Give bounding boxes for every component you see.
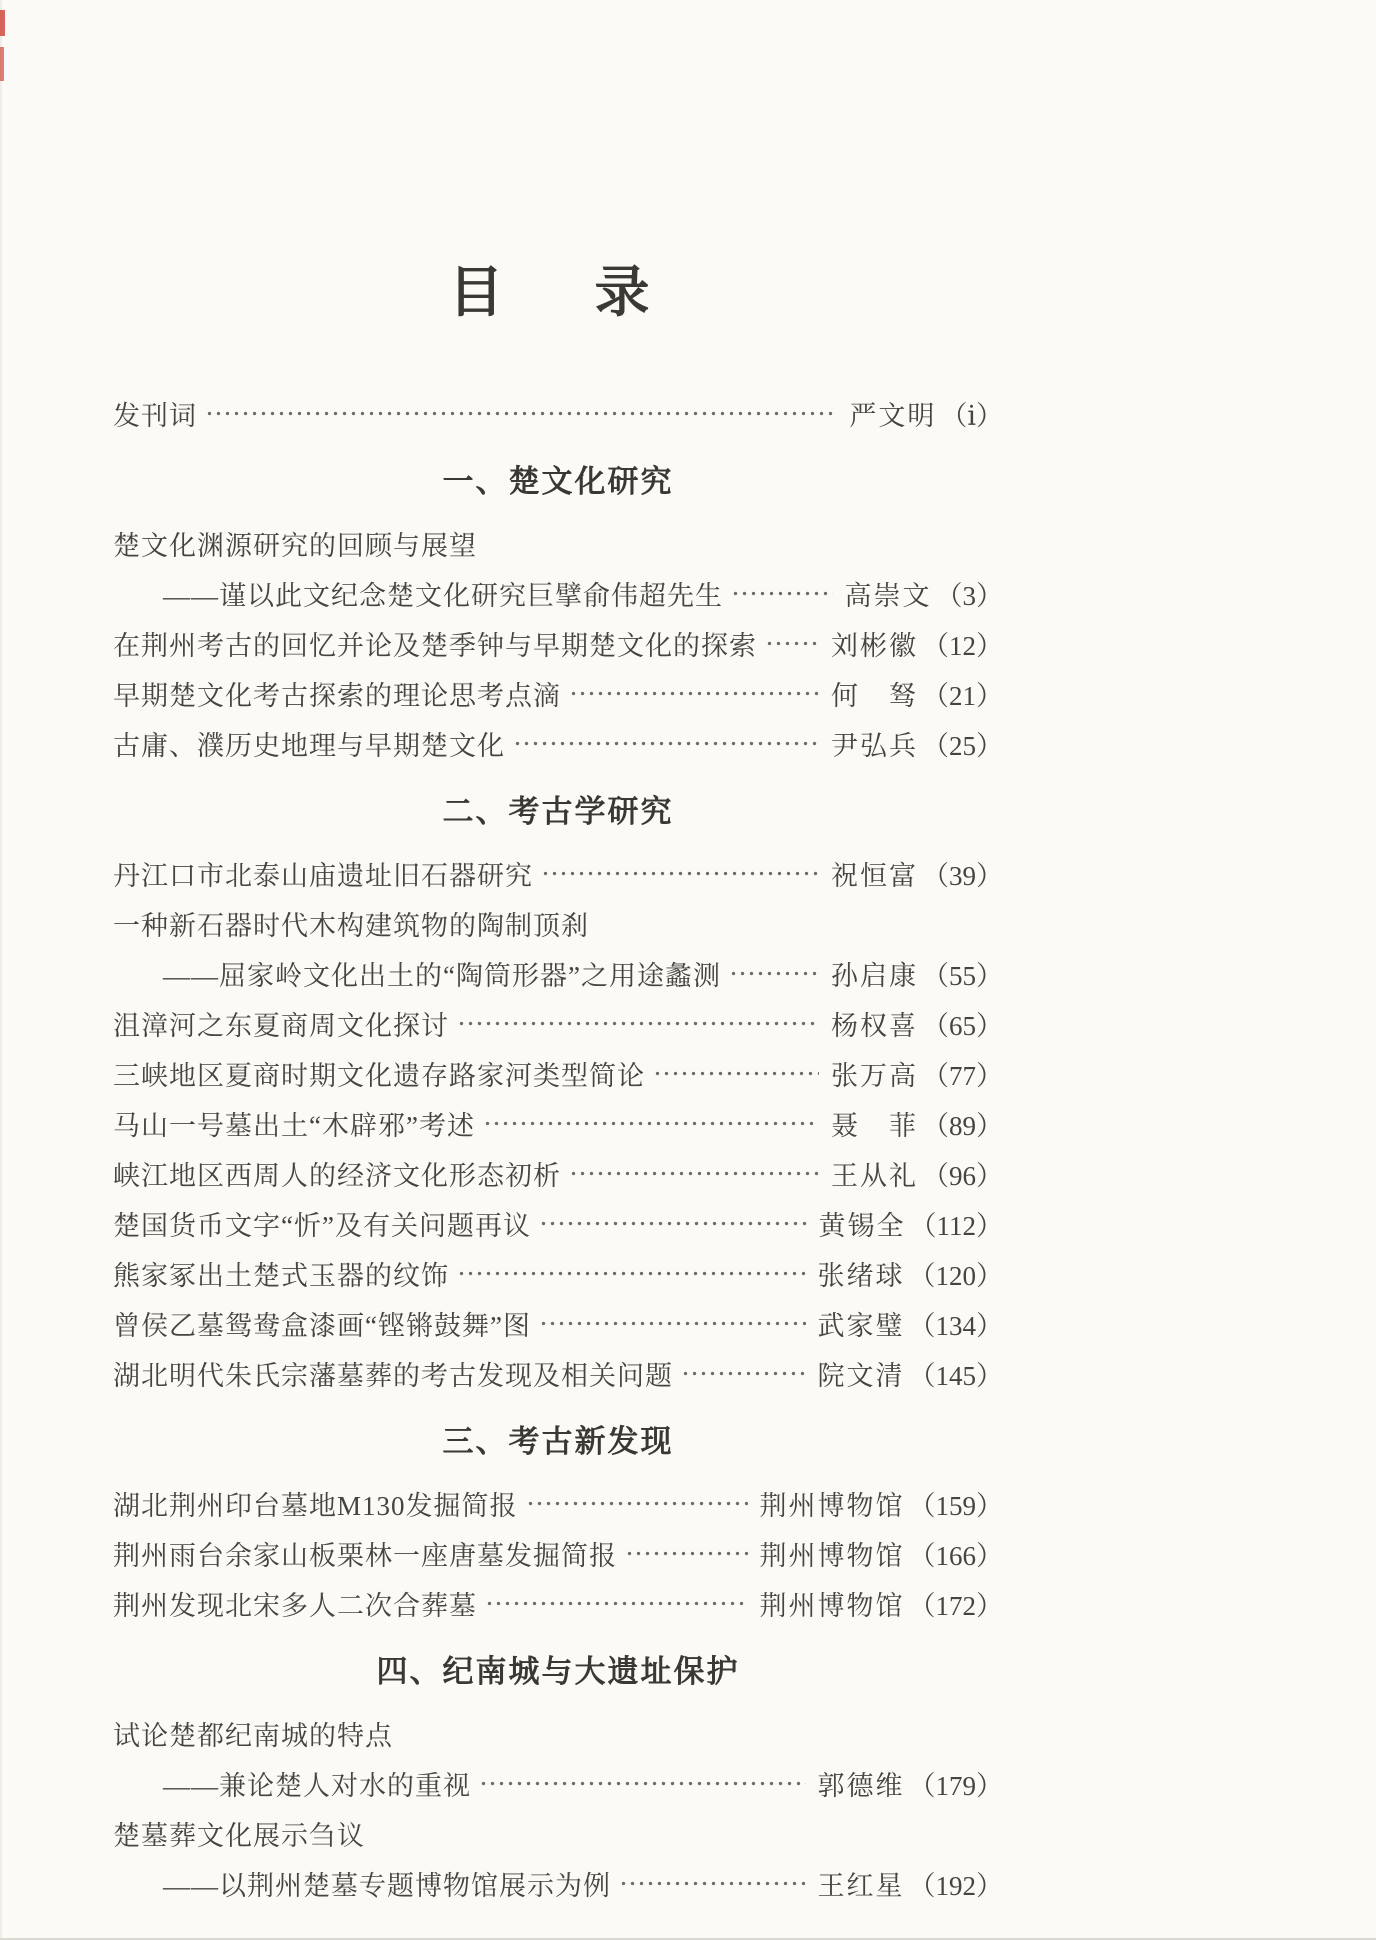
toc-list xyxy=(113,388,1003,1908)
scan-edge-artifact xyxy=(0,47,4,81)
dot-leader xyxy=(539,1298,806,1348)
dot-leader xyxy=(765,618,819,668)
toc-entry xyxy=(113,718,1003,768)
entry-page: （77） xyxy=(922,1060,1003,1091)
entry-page: （65） xyxy=(922,1010,1003,1041)
entry-page: （145） xyxy=(908,1360,1003,1391)
entry-author: 何 驽 xyxy=(831,680,918,711)
entry-title: 楚国货币文字“忻”及有关问题再议 xyxy=(113,1210,531,1241)
toc-entry xyxy=(113,618,1003,668)
dot-leader xyxy=(457,998,819,1048)
dot-leader xyxy=(457,1248,806,1298)
entry-title: 沮漳河之东夏商周文化探讨 xyxy=(113,1010,449,1041)
entry-title: 试论楚都纪南城的特点 xyxy=(113,1720,393,1751)
entry-title: 古庸、濮历史地理与早期楚文化 xyxy=(113,730,505,761)
dot-leader xyxy=(479,1758,806,1808)
entry-page: （ⅰ） xyxy=(940,400,1003,431)
toc-entry xyxy=(113,1298,1003,1348)
entry-author: 王红星 xyxy=(817,1870,905,1901)
entry-page: （112） xyxy=(909,1210,1003,1241)
entry-page: （134） xyxy=(908,1310,1003,1341)
entry-page: （120） xyxy=(908,1260,1003,1291)
toc-entry xyxy=(113,848,1003,898)
toc-entry xyxy=(113,1098,1003,1148)
entry-author: 荆州博物馆 xyxy=(759,1540,905,1571)
entry-page: （39） xyxy=(922,860,1003,891)
section-header: 二、考古学研究 xyxy=(442,793,674,829)
entry-title: 湖北荆州印台墓地M130发掘简报 xyxy=(113,1490,518,1521)
section-header: 一、楚文化研究 xyxy=(442,463,674,499)
toc-entry xyxy=(113,1148,1003,1198)
entry-page: （12） xyxy=(922,630,1003,661)
toc-entry xyxy=(113,1708,1003,1758)
entry-title: 曾侯乙墓鸳鸯盒漆画“铿锵鼓舞”图 xyxy=(113,1310,531,1341)
entry-subtitle: ——以荆州楚墓专题博物馆展示为例 xyxy=(163,1870,611,1901)
entry-subtitle: ——兼论楚人对水的重视 xyxy=(163,1770,471,1801)
entry-page: （192） xyxy=(908,1870,1003,1901)
entry-title: 在荆州考古的回忆并论及楚季钟与早期楚文化的探索 xyxy=(113,630,757,661)
toc-entry xyxy=(113,1348,1003,1398)
dot-leader xyxy=(653,1048,819,1098)
entry-author: 郭德维 xyxy=(817,1770,905,1801)
dot-leader xyxy=(625,1528,748,1578)
entry-author: 黄锡全 xyxy=(818,1210,906,1241)
dot-leader xyxy=(681,1348,806,1398)
entry-author: 院文清 xyxy=(817,1360,905,1391)
entry-author: 武家璧 xyxy=(817,1310,905,1341)
dot-leader xyxy=(569,668,819,718)
entry-title: 峡江地区西周人的经济文化形态初析 xyxy=(113,1160,561,1191)
section-header: 三、考古新发现 xyxy=(442,1423,674,1459)
entry-author: 荆州博物馆 xyxy=(759,1590,905,1621)
toc-entry xyxy=(113,1478,1003,1528)
toc-entry xyxy=(113,668,1003,718)
dot-leader xyxy=(483,1098,819,1148)
entry-title: 发刊词 xyxy=(113,400,197,431)
entry-author: 杨权喜 xyxy=(831,1010,918,1041)
dot-leader xyxy=(539,1198,807,1248)
entry-author: 刘彬徽 xyxy=(831,630,918,661)
entry-author: 荆州博物馆 xyxy=(759,1490,905,1521)
entry-page: （55） xyxy=(922,960,1003,991)
toc-content xyxy=(113,0,1003,1908)
scan-edge-artifact xyxy=(0,10,5,36)
entry-title: 熊家冢出土楚式玉器的纹饰 xyxy=(113,1260,449,1291)
entry-title: 马山一号墓出土“木辟邪”考述 xyxy=(113,1110,475,1141)
entry-author: 尹弘兵 xyxy=(831,730,918,761)
toc-entry xyxy=(113,388,1003,438)
dot-leader xyxy=(569,1148,819,1198)
toc-entry xyxy=(113,998,1003,1048)
entry-title: 早期楚文化考古探索的理论思考点滴 xyxy=(113,680,561,711)
entry-author: 祝恒富 xyxy=(831,860,918,891)
dot-leader xyxy=(205,388,837,438)
entry-author: 聂 菲 xyxy=(831,1110,918,1141)
dot-leader xyxy=(541,848,819,898)
section-header: 四、纪南城与大遗址保护 xyxy=(376,1653,740,1689)
toc-entry xyxy=(113,1528,1003,1578)
entry-page: （21） xyxy=(922,680,1003,711)
toc-entry xyxy=(113,1758,1003,1808)
entry-title: 荆州发现北宋多人二次合葬墓 xyxy=(113,1590,477,1621)
entry-title: 楚文化渊源研究的回顾与展望 xyxy=(113,530,477,561)
entry-title: 楚墓葬文化展示刍议 xyxy=(113,1820,365,1851)
toc-entry xyxy=(113,948,1003,998)
entry-author: 孙启康 xyxy=(831,960,918,991)
toc-entry xyxy=(113,1578,1003,1628)
entry-author: 王从礼 xyxy=(831,1160,918,1191)
entry-title: 荆州雨台余家山板栗林一座唐墓发掘简报 xyxy=(113,1540,617,1571)
dot-leader xyxy=(619,1858,806,1908)
dot-leader xyxy=(731,568,833,618)
entry-title: 三峡地区夏商时期文化遗存路家河类型简论 xyxy=(113,1060,645,1091)
entry-page: （3） xyxy=(935,580,1003,611)
entry-author: 严文明 xyxy=(849,400,937,431)
dot-leader xyxy=(526,1478,748,1528)
toc-entry xyxy=(113,898,1003,948)
entry-page: （96） xyxy=(922,1160,1003,1191)
dot-leader xyxy=(513,718,819,768)
dot-leader xyxy=(729,948,819,998)
toc-entry xyxy=(113,1198,1003,1248)
entry-subtitle: ——屈家岭文化出土的“陶筒形器”之用途蠡测 xyxy=(163,960,721,991)
toc-entry xyxy=(113,518,1003,568)
toc-entry xyxy=(113,1248,1003,1298)
entry-author: 张绪球 xyxy=(817,1260,905,1291)
entry-page: （89） xyxy=(922,1110,1003,1141)
entry-subtitle: ——谨以此文纪念楚文化研究巨擘俞伟超先生 xyxy=(163,580,723,611)
page-title: 目 录 xyxy=(448,262,668,323)
entry-page: （172） xyxy=(908,1590,1003,1621)
entry-title: 湖北明代朱氏宗藩墓葬的考古发现及相关问题 xyxy=(113,1360,673,1391)
entry-author: 高崇文 xyxy=(844,580,932,611)
toc-entry xyxy=(113,1048,1003,1098)
entry-page: （25） xyxy=(922,730,1003,761)
entry-page: （179） xyxy=(908,1770,1003,1801)
toc-entry xyxy=(113,568,1003,618)
toc-entry xyxy=(113,1858,1003,1908)
entry-page: （166） xyxy=(908,1540,1003,1571)
entry-title: 丹江口市北泰山庙遗址旧石器研究 xyxy=(113,860,533,891)
entry-author: 张万高 xyxy=(831,1060,918,1091)
toc-entry xyxy=(113,1808,1003,1858)
dot-leader xyxy=(485,1578,748,1628)
entry-title: 一种新石器时代木构建筑物的陶制顶刹 xyxy=(113,910,589,941)
entry-page: （159） xyxy=(908,1490,1003,1521)
